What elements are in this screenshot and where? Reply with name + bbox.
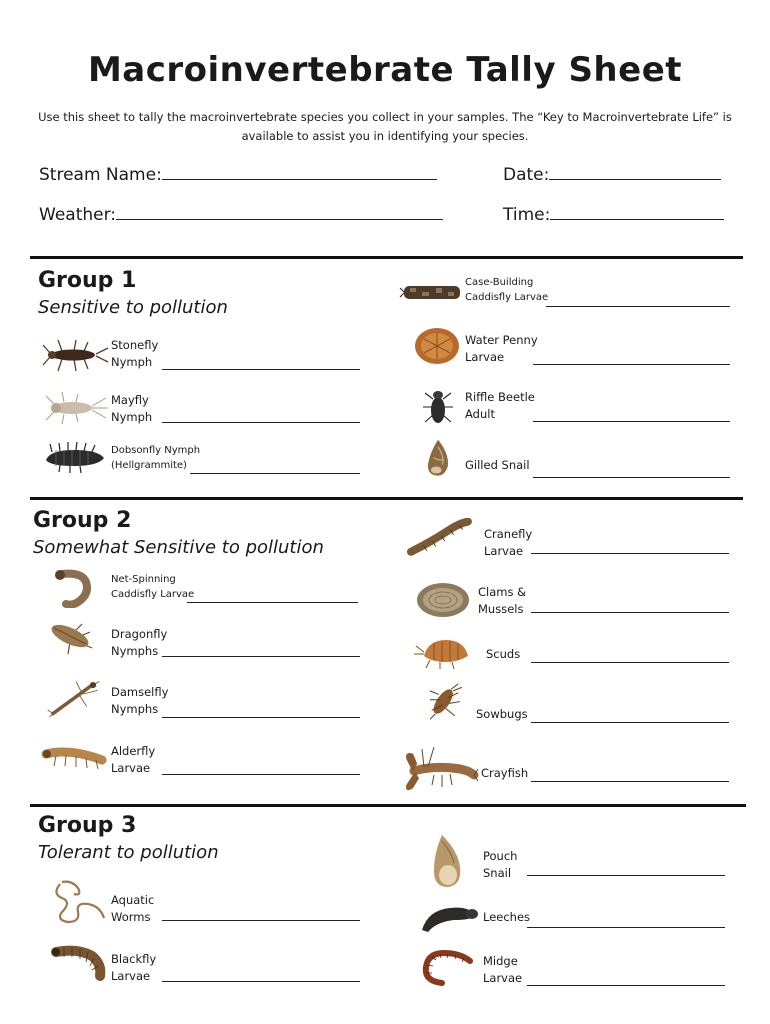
crayfish-label: Crayfish <box>481 766 529 780</box>
stream-name-field[interactable] <box>39 164 437 185</box>
group2-subtitle: Somewhat Sensitive to pollution <box>33 537 324 558</box>
date-label: Date: <box>503 165 550 185</box>
time-label: Time: <box>503 205 551 225</box>
group2-title: Group 2 <box>33 508 132 533</box>
weather-line[interactable] <box>116 204 443 220</box>
water-penny-tally-line[interactable] <box>533 364 730 365</box>
group2-divider <box>30 497 743 500</box>
page-title: Macroinvertebrate Tally Sheet <box>87 50 683 90</box>
leech-icon <box>414 898 484 938</box>
pouch-snail-icon <box>412 833 482 889</box>
pouch-snail-tally-line[interactable] <box>527 875 725 876</box>
case-building-caddisfly-tally-line[interactable] <box>546 306 730 307</box>
stream-name-label: Stream Name: <box>39 165 162 185</box>
stonefly-tally-line[interactable] <box>162 369 360 370</box>
alderfly-icon <box>40 738 110 778</box>
group1-title: Group 1 <box>38 268 137 293</box>
clams-label: Clams & Mussels <box>478 585 527 616</box>
damselfly-tally-line[interactable] <box>162 717 360 718</box>
midge-icon <box>414 945 484 989</box>
gilled-snail-icon <box>403 438 473 478</box>
date-line[interactable] <box>549 164 721 180</box>
mayfly-tally-line[interactable] <box>162 422 360 423</box>
mayfly-label: Mayfly Nymph <box>111 393 153 424</box>
case-building-caddisfly-icon <box>398 272 468 312</box>
scuds-tally-line[interactable] <box>531 662 729 663</box>
weather-label: Weather: <box>39 205 117 225</box>
aquatic-worms-tally-line[interactable] <box>162 920 360 921</box>
damselfly-icon <box>42 678 112 718</box>
leeches-label: Leeches <box>483 910 531 924</box>
stonefly-icon <box>40 335 110 375</box>
riffle-beetle-tally-line[interactable] <box>533 421 730 422</box>
case-building-caddisfly-label: Case-Building Caddisfly Larvae <box>465 277 549 303</box>
dragonfly-tally-line[interactable] <box>162 656 360 657</box>
midge-tally-line[interactable] <box>527 985 725 986</box>
scud-icon <box>410 632 480 672</box>
gilled-snail-label: Gilled Snail <box>465 458 530 472</box>
mayfly-icon <box>40 388 110 428</box>
leeches-tally-line[interactable] <box>527 927 725 928</box>
net-spinning-caddisfly-icon <box>42 568 112 608</box>
weather-field[interactable] <box>39 204 443 225</box>
water-penny-label: Water Penny Larvae <box>465 333 538 364</box>
blackfly-icon <box>48 942 118 982</box>
dobsonfly-label: Dobsonfly Nymph (Hellgrammite) <box>111 445 201 471</box>
scuds-label: Scuds <box>486 647 521 661</box>
dobsonfly-tally-line[interactable] <box>190 473 360 474</box>
alderfly-tally-line[interactable] <box>162 774 360 775</box>
net-spinning-caddisfly-label: Net-Spinning Caddisfly Larvae <box>111 574 195 600</box>
group1-divider <box>30 256 743 259</box>
dragonfly-label: Dragonfly Nymphs <box>111 627 168 658</box>
water-penny-icon <box>400 326 470 366</box>
clam-icon <box>410 580 480 620</box>
stonefly-label: Stonefly Nymph <box>111 338 159 369</box>
group3-subtitle: Tolerant to pollution <box>38 842 219 863</box>
net-spinning-caddisfly-tally-line[interactable] <box>187 602 358 603</box>
riffle-beetle-label: Riffle Beetle Adult <box>465 390 535 421</box>
blackfly-tally-line[interactable] <box>162 981 360 982</box>
alderfly-label: Alderfly Larvae <box>111 744 156 775</box>
group1-subtitle: Sensitive to pollution <box>38 297 228 318</box>
time-field[interactable] <box>503 204 724 225</box>
cranefly-tally-line[interactable] <box>531 553 729 554</box>
aquatic-worms-label: Aquatic Worms <box>111 893 155 924</box>
sowbugs-label: Sowbugs <box>476 707 528 721</box>
group3-divider <box>30 804 746 807</box>
midge-label: Midge Larvae <box>483 954 523 985</box>
blackfly-label: Blackfly Larvae <box>111 952 157 983</box>
time-line[interactable] <box>550 204 724 220</box>
date-field[interactable] <box>503 164 721 185</box>
gilled-snail-tally-line[interactable] <box>533 477 730 478</box>
riffle-beetle-icon <box>403 387 473 427</box>
crayfish-tally-line[interactable] <box>531 781 729 782</box>
crayfish-icon <box>404 745 479 793</box>
dobsonfly-icon <box>40 438 110 478</box>
cranefly-icon <box>404 518 474 558</box>
clams-tally-line[interactable] <box>531 612 729 613</box>
cranefly-label: Cranefly Larvae <box>484 527 533 558</box>
aquatic-worm-icon <box>48 878 118 926</box>
pouch-snail-label: Pouch Snail <box>483 849 518 880</box>
sowbug-icon <box>410 682 480 722</box>
stream-name-line[interactable] <box>162 164 437 180</box>
sowbugs-tally-line[interactable] <box>531 722 729 723</box>
damselfly-label: Damselfly Nymphs <box>111 685 169 716</box>
dragonfly-icon <box>42 618 112 658</box>
intro-text: Use this sheet to tally the macroinvertebrate species you collect in your samples. The “Key to Macroinvertebrate Life” is available to assist you in identifying your species. <box>38 110 732 143</box>
group3-title: Group 3 <box>38 813 137 838</box>
